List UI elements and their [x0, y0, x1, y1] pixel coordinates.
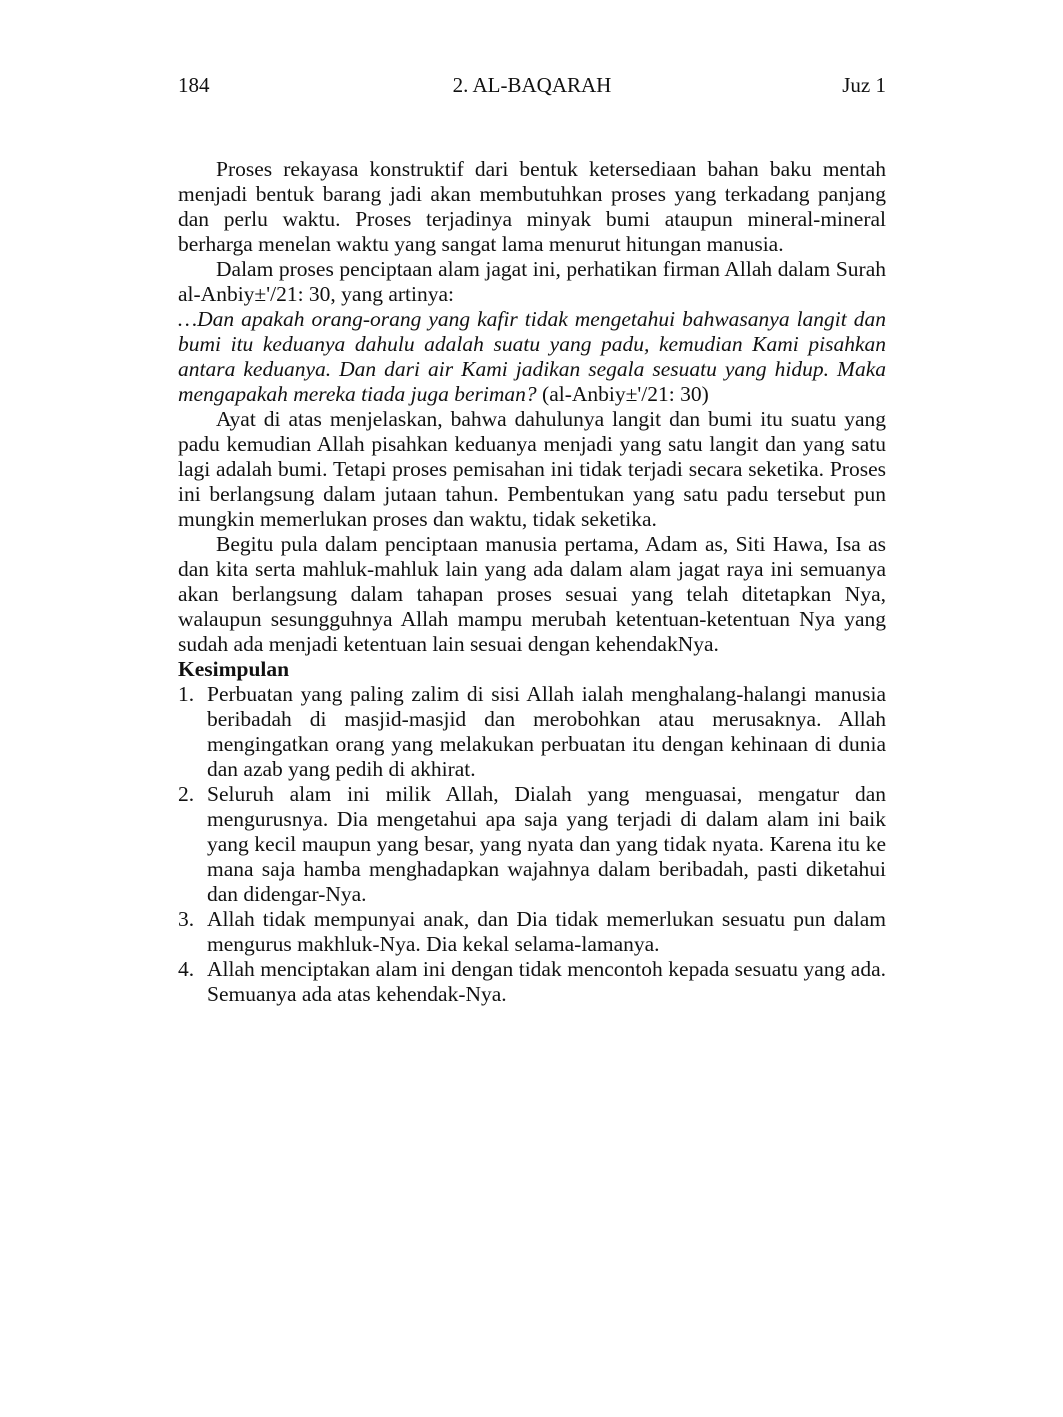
page-body — [178, 157, 886, 1007]
conclusion-list — [178, 682, 886, 1007]
paragraph-3: Ayat di atas menjelaskan, bahwa dahulunya langit dan bumi itu suatu yang padu kemudian Allah pisahkan keduanya menjadi yang satu langit dan yang satu lagi adalah bumi. Tetapi proses pemisahan ini tidak terjadi secara seketika. Proses ini berlangsung dalam jutaan tahun. Pembentukan yang satu padu tersebut pun mungkin memerlukan proses dan waktu, tidak seketika. — [178, 407, 886, 531]
list-item-text: Allah menciptakan alam ini dengan tidak mencontoh kepada sesuatu yang ada. Semuanya ada atas kehendak-Nya. — [207, 957, 886, 1006]
conclusion-heading: Kesimpulan — [178, 657, 290, 681]
list-item-number: 3. — [178, 907, 195, 931]
quote-reference: (al-Anbiy±'/21: 30) — [536, 382, 709, 406]
list-item-number: 2. — [178, 782, 195, 806]
list-item-text: Seluruh alam ini milik Allah, Dialah yang menguasai, mengatur dan mengurusnya. Dia mengetahui apa saja yang terjadi di dalam alam ini baik yang kecil maupun yang besar, yang nyata dan yang tidak nyata. Karena itu ke mana saja hamba menghadapkan wajahnya dalam beribadah, pasti diketahui dan didengar-Nya. — [207, 782, 886, 906]
list-item — [178, 682, 886, 782]
list-item — [178, 957, 886, 1007]
list-item-text: Perbuatan yang paling zalim di sisi Allah ialah menghalang-halangi manusia beribadah di masjid-masjid dan merobohkan atau merusaknya. Allah mengingatkan orang yang melakukan perbuatan itu dengan kehinaan di dunia dan azab yang pedih di akhirat. — [207, 682, 886, 781]
quran-quote — [178, 307, 886, 407]
list-item-text: Allah tidak mempunyai anak, dan Dia tidak memerlukan sesuatu pun dalam mengurus makhluk-Nya. Dia kekal selama-lamanya. — [207, 907, 886, 956]
list-item-number: 4. — [178, 957, 195, 981]
page-number: 184 — [178, 73, 210, 97]
running-header — [178, 70, 886, 100]
paragraph-1: Proses rekayasa konstruktif dari bentuk ketersediaan bahan baku mentah menjadi bentuk barang jadi akan membutuhkan proses yang terkadang panjang dan perlu waktu. Proses terjadinya minyak bumi ataupun mineral-mineral berharga menelan waktu yang sangat lama menurut hitungan manusia. — [178, 157, 886, 256]
juz-label: Juz 1 — [842, 73, 886, 97]
list-item — [178, 907, 886, 957]
list-item-number: 1. — [178, 682, 195, 706]
paragraph-4: Begitu pula dalam penciptaan manusia pertama, Adam as, Siti Hawa, Isa as dan kita serta mahluk-mahluk lain yang ada dalam alam jagat raya ini semuanya akan berlangsung dalam tahapan proses sesuai yang telah ditetapkan Nya, walaupun sesungguhnya Allah mampu merubah ketentuan-ketentuan Nya yang sudah ada menjadi ketentuan lain sesuai dengan kehendakNya. — [178, 532, 886, 656]
quote-text: …Dan apakah orang-orang yang kafir tidak mengetahui bahwasanya langit dan bumi itu keduanya dahulu adalah suatu yang padu, kemudian Kami pisahkan antara keduanya. Dan dari air Kami jadikan segala sesuatu yang hidup. Maka mengapakah mereka tiada juga beriman? — [178, 307, 886, 406]
list-item — [178, 782, 886, 907]
chapter-title: 2. AL-BAQARAH — [452, 73, 612, 97]
paragraph-2: Dalam proses penciptaan alam jagat ini, perhatikan firman Allah dalam Surah al-Anbiy±'/21: 30, yang artinya: — [178, 257, 886, 306]
